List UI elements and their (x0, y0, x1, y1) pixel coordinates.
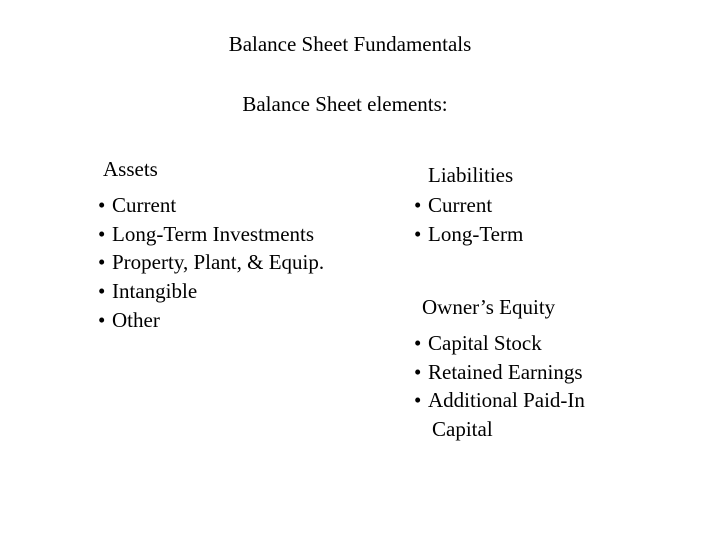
slide-title: Balance Sheet Fundamentals (228, 32, 472, 56)
bullet-icon: • (98, 279, 106, 304)
list-item (98, 306, 324, 335)
list-item-continuation: Capital (432, 417, 493, 442)
list-item-label: Long-Term Investments (112, 221, 315, 246)
list-item (98, 220, 324, 249)
liabilities-heading: Liabilities (428, 163, 514, 187)
list-item-label: Property, Plant, & Equip. (112, 250, 325, 275)
list-item (414, 386, 585, 443)
assets-heading: Assets (103, 157, 158, 181)
list-item-label: Long-Term (428, 221, 524, 246)
liabilities-list (414, 191, 523, 248)
bullet-icon: • (98, 221, 106, 246)
list-item (98, 191, 324, 220)
list-item-label: Intangible (112, 279, 198, 304)
assets-list (98, 191, 324, 335)
bullet-icon: • (414, 388, 422, 413)
list-item-label: Other (112, 307, 160, 332)
list-item (414, 220, 523, 249)
bullet-icon: • (414, 359, 422, 384)
owners-equity-list (414, 329, 585, 444)
list-item (414, 191, 523, 220)
list-item-label: Additional Paid-In (428, 388, 585, 413)
list-item (414, 358, 585, 387)
list-item (98, 248, 324, 277)
bullet-icon: • (414, 331, 422, 355)
list-item-label: Current (428, 193, 493, 217)
bullet-icon: • (98, 250, 106, 275)
list-item-label: Retained Earnings (428, 359, 583, 384)
list-item-label: Capital Stock (428, 331, 542, 355)
list-item (414, 329, 585, 358)
bullet-icon: • (414, 193, 422, 217)
slide-subtitle: Balance Sheet elements: (242, 92, 448, 116)
list-item-label: Current (112, 193, 177, 217)
list-item (98, 277, 324, 306)
bullet-icon: • (98, 307, 106, 332)
bullet-icon: • (414, 221, 422, 246)
owners-equity-heading: Owner’s Equity (422, 295, 556, 319)
bullet-icon: • (98, 193, 106, 217)
